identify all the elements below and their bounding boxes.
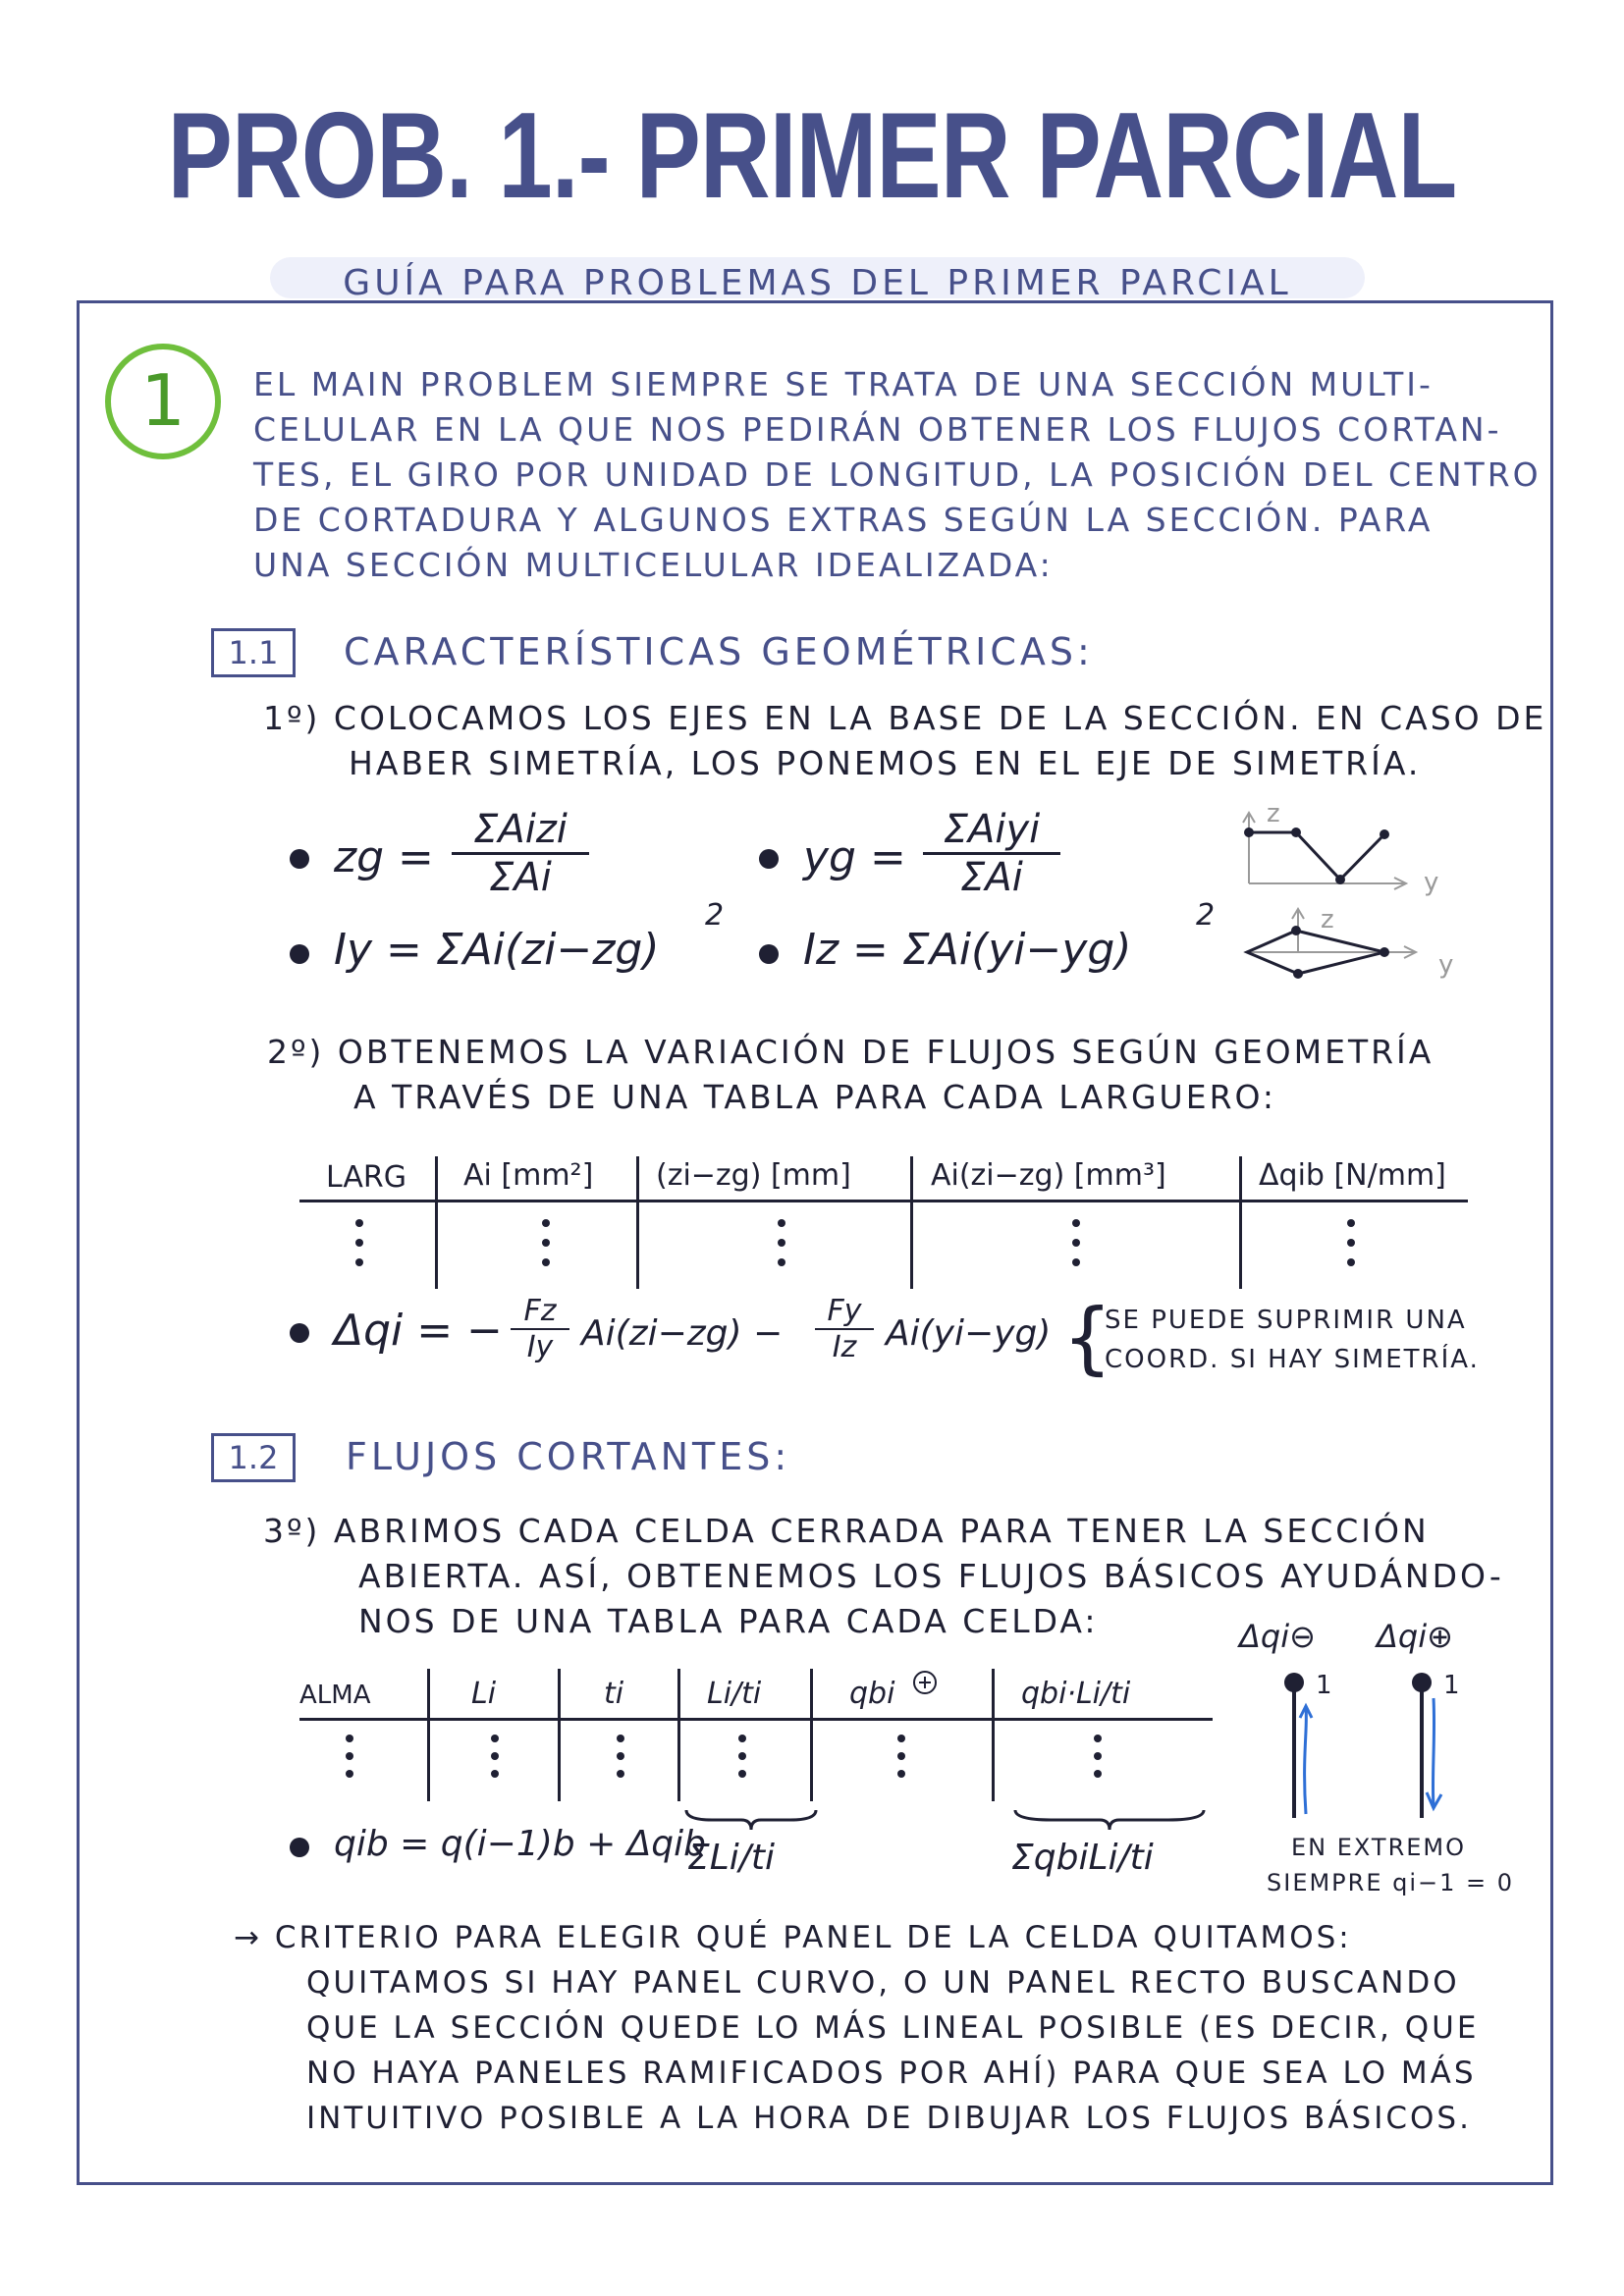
criterion-line: QUE LA SECCIÓN QUEDE LO MÁS LINEAL POSIBLE (ES DECIR, QUE <box>306 2010 1480 2046</box>
bullet <box>290 1838 309 1857</box>
table-header: LARG <box>326 1160 407 1195</box>
sum-qbi-li-ti: ΣqbiLi/ti <box>1011 1838 1154 1878</box>
table-header: Δqib [N/mm] <box>1259 1158 1446 1193</box>
intro-line: UNA SECCIÓN MULTICELULAR IDEALIZADA: <box>253 546 1054 584</box>
formula-zg-fraction <box>452 807 589 900</box>
dq-fraction-2 <box>815 1294 874 1364</box>
table-header: (zi−zg) [mm] <box>656 1158 851 1193</box>
intro-line: CELULAR EN LA QUE NOS PEDIRÁN OBTENER LOS FLUJOS CORTAN- <box>253 410 1502 449</box>
criterion-line: NO HAYA PANELES RAMIFICADOS POR AHÍ) PARA QUE SEA LO MÁS <box>306 2056 1477 2091</box>
table-header: qbi <box>849 1677 895 1711</box>
formula-yg-fraction <box>923 807 1060 900</box>
dq-f1-den: Iy <box>526 1330 554 1364</box>
subtitle-highlight <box>270 257 1365 298</box>
yg-denominator: ΣAi <box>960 855 1023 900</box>
bullet <box>290 944 309 964</box>
zg-numerator: ΣAizi <box>452 807 589 855</box>
step2-line: 2º) OBTENEMOS LA VARIACIÓN DE FLUJOS SEGÚN GEOMETRÍA <box>267 1033 1435 1071</box>
formula-iy-square: 2 <box>705 898 725 933</box>
step3-line: 3º) ABRIMOS CADA CELDA CERRADA PARA TENER LA SECCIÓN <box>263 1512 1430 1550</box>
intro-line: TES, EL GIRO POR UNIDAD DE LONGITUD, LA POSICIÓN DEL CENTRO <box>253 455 1542 494</box>
step1-line: HABER SIMETRÍA, LOS PONEMOS EN EL EJE DE SIMETRÍA. <box>349 744 1422 782</box>
dq-term2: Ai(yi−yg) <box>886 1313 1052 1354</box>
step2-line: A TRAVÉS DE UNA TABLA PARA CADA LARGUERO: <box>353 1078 1277 1116</box>
table-header: ti <box>604 1677 624 1711</box>
brace-glyph: { <box>1062 1292 1112 1383</box>
extreme-note: EN EXTREMO <box>1291 1834 1467 1861</box>
table-header: ALMA <box>299 1681 371 1710</box>
node-label: 1 <box>1316 1671 1334 1700</box>
bullet <box>290 1323 309 1343</box>
flow-sketch <box>1267 1669 1483 1826</box>
dq-note: SE PUEDE SUPRIMIR UNA <box>1105 1306 1467 1335</box>
section-number-box: 1.1 <box>211 628 296 677</box>
step3-line: NOS DE UNA TABLA PARA CADA CELDA: <box>358 1602 1099 1640</box>
axis-label-y: y <box>1438 950 1456 980</box>
axis-sketch-diagram <box>1237 805 1463 1001</box>
zg-denominator: ΣAi <box>489 855 552 900</box>
axis-label-y: y <box>1424 868 1441 897</box>
formula-yg-lhs: yg = <box>803 832 906 882</box>
dq-term1: Ai(zi−zg) − <box>581 1313 784 1354</box>
step-number: 1 <box>140 359 186 442</box>
formula-iz: Iz = ΣAi(yi−yg) <box>803 925 1132 975</box>
intro-line: DE CORTADURA Y ALGUNOS EXTRAS SEGÚN LA SECCIÓN. PARA <box>253 501 1434 539</box>
dq-plus-label: Δqi⊕ <box>1377 1618 1453 1655</box>
node-label: 1 <box>1443 1671 1462 1700</box>
table-header: Li <box>471 1677 497 1711</box>
dq-f2-num: Fy <box>815 1294 874 1330</box>
intro-line: EL MAIN PROBLEM SIEMPRE SE TRATA DE UNA SECCIÓN MULTI- <box>253 365 1434 403</box>
table-header: qbi·Li/ti <box>1021 1677 1131 1711</box>
dq-f1-num: Fz <box>511 1294 569 1330</box>
plus-circle-icon <box>911 1669 941 1698</box>
page-subtitle: GUÍA PARA PROBLEMAS DEL PRIMER PARCIAL <box>343 263 1292 298</box>
formula-iz-square: 2 <box>1196 898 1216 933</box>
dq-minus-label: Δqi⊖ <box>1239 1618 1316 1655</box>
table-ellipsis-dots <box>353 1217 1375 1276</box>
table-rule <box>299 1200 1468 1202</box>
extreme-note: SIEMPRE qi−1 = 0 <box>1267 1869 1515 1896</box>
step-number-circle <box>105 344 221 459</box>
dq-lhs: Δqi = − <box>334 1306 503 1356</box>
criterion-line: QUITAMOS SI HAY PANEL CURVO, O UN PANEL RECTO BUSCANDO <box>306 1965 1460 2001</box>
table-header: Li/ti <box>707 1677 762 1711</box>
sum-li-ti: ΣLi/ti <box>687 1838 776 1878</box>
page-title: PROB. 1.- PRIMER PARCIAL <box>167 88 1457 224</box>
section-number-box: 1.2 <box>211 1433 296 1482</box>
table-rule <box>299 1718 1213 1721</box>
dq-f2-den: Iz <box>832 1330 857 1364</box>
formula-iy: Iy = ΣAi(zi−zg) <box>334 925 660 975</box>
table-header: Ai [mm²] <box>463 1158 594 1193</box>
qib-formula: qib = q(i−1)b + Δqib <box>334 1824 707 1864</box>
yg-numerator: ΣAiyi <box>923 807 1060 855</box>
section-title: CARACTERÍSTICAS GEOMÉTRICAS: <box>344 630 1094 673</box>
bullet <box>290 849 309 869</box>
criterion-line: INTUITIVO POSIBLE A LA HORA DE DIBUJAR LOS FLUJOS BÁSICOS. <box>306 2101 1472 2136</box>
axis-label-z: z <box>1321 905 1336 934</box>
bullet <box>759 849 779 869</box>
formula-zg-lhs: zg = <box>334 832 434 882</box>
dq-note: COORD. SI HAY SIMETRÍA. <box>1105 1345 1480 1374</box>
table-header: Ai(zi−zg) [mm³] <box>931 1158 1166 1193</box>
dq-fraction-1 <box>511 1294 569 1364</box>
criterion-line: → CRITERIO PARA ELEGIR QUÉ PANEL DE LA CELDA QUITAMOS: <box>234 1920 1352 1955</box>
step3-line: ABIERTA. ASÍ, OBTENEMOS LOS FLUJOS BÁSICOS AYUDÁNDO- <box>358 1557 1504 1595</box>
table-ellipsis-dots <box>344 1733 1110 1791</box>
step1-line: 1º) COLOCAMOS LOS EJES EN LA BASE DE LA SECCIÓN. EN CASO DE <box>263 699 1547 737</box>
bullet <box>759 944 779 964</box>
axis-label-z: z <box>1267 799 1282 828</box>
section-title: FLUJOS CORTANTES: <box>346 1435 791 1478</box>
underbrace <box>1011 1806 1208 1836</box>
